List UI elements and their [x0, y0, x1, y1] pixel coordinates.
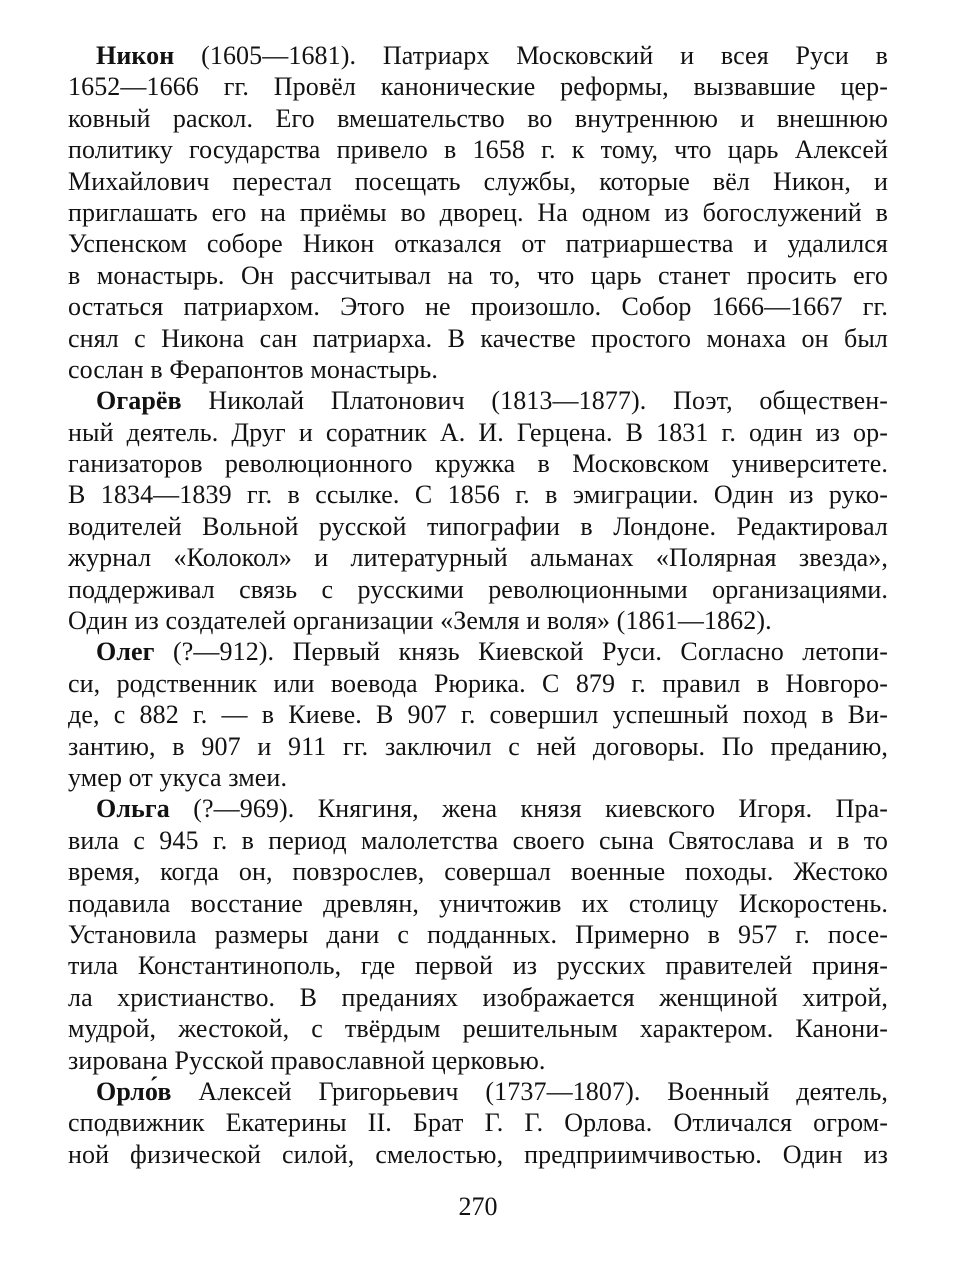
entry-line: умер от укуса змеи.: [68, 762, 288, 792]
entry-line: де, с 882 г. — в Киеве. В 907 г. совершил успешный поход в Ви-: [68, 700, 888, 730]
entry-line: вила с 945 г. в период малолетства своего сына Святослава и в то: [68, 825, 888, 855]
page-number: 270: [458, 1192, 498, 1221]
entry-headword: Ольга: [96, 794, 170, 824]
dictionary-entry: [68, 385, 888, 636]
entry-line: [68, 1076, 888, 1107]
entry-line: сподвижник Екатерины II. Брат Г. Г. Орлова. Отличался огром-: [68, 1108, 888, 1138]
entry-line: журнал «Колокол» и литературный альманах «Полярная звезда»,: [68, 543, 888, 573]
entry-line: Успенском соборе Никон отказался от патриаршества и удалился: [68, 229, 888, 259]
entry-line: [68, 385, 888, 416]
dictionary-entry: [68, 636, 888, 793]
entry-headword: Орло́в: [96, 1076, 172, 1106]
entry-line: зантию, в 907 и 911 гг. заключил с ней договоры. По преданию,: [68, 731, 888, 761]
entry-first-line-text: (?—969). Княгиня, жена князя киевского Игоря. Пра-: [169, 794, 888, 824]
entry-line: в монастырь. Он рассчитывал на то, что царь станет просить его: [68, 260, 888, 290]
entry-line: Один из создателей организации «Земля и воля» (1861—1862).: [68, 606, 772, 636]
entry-line: [68, 40, 888, 71]
dictionary-entry: [68, 1076, 888, 1170]
entry-line: политику государства привело в 1658 г. к тому, что царь Алексей: [68, 135, 888, 165]
entry-line: сослан в Ферапонтов монастырь.: [68, 354, 438, 384]
entry-first-line-text: Николай Платонович (1813—1877). Поэт, обществен-: [181, 386, 888, 416]
entry-headword: Огарёв: [96, 386, 182, 416]
entry-line: подавила восстание древлян, уничтожив их столицу Искоростень.: [68, 888, 888, 918]
entry-line: приглашать его на приёмы во дворец. На одном из богослужений в: [68, 197, 888, 227]
entry-first-line-text: (1605—1681). Патриарх Московский и всея Руси в: [174, 41, 888, 70]
entry-first-line-text: Алексей Григорьевич (1737—1807). Военный деятель,: [171, 1076, 888, 1106]
entry-line: 1652—1666 гг. Провёл канонические реформы, вызвавшие цер-: [68, 72, 888, 102]
entry-line: зирована Русской православной церковью.: [68, 1045, 546, 1075]
entries-container: [68, 40, 888, 1170]
entry-line: В 1834—1839 гг. в ссылке. С 1856 г. в эмиграции. Один из руко-: [68, 480, 888, 510]
entry-line: время, когда он, повзрослев, совершал военные походы. Жестоко: [68, 857, 888, 887]
entry-line: Установила размеры дани с подданных. Примерно в 957 г. посе-: [68, 919, 888, 949]
entry-line: водителей Вольной русской типографии в Лондоне. Редактировал: [68, 511, 888, 541]
dictionary-entry: [68, 40, 888, 385]
entry-line: си, родственник или воевода Рюрика. С 879 г. правил в Новгоро-: [68, 668, 888, 698]
entry-line: ганизаторов революционного кружка в Московском университете.: [68, 449, 888, 479]
entry-line: ковный раскол. Его вмешательство во внутреннюю и внешнюю: [68, 103, 888, 133]
entry-line: мудрой, жестокой, с твёрдым решительным характером. Канони-: [68, 1014, 888, 1044]
entry-line: ла христианство. В преданиях изображается женщиной хитрой,: [68, 982, 888, 1012]
entry-line: [68, 793, 888, 824]
entry-line: ный деятель. Друг и соратник А. И. Герцена. В 1831 г. один из ор-: [68, 417, 888, 447]
entry-headword: Никон: [96, 41, 175, 70]
entry-line: тила Константинополь, где первой из русских правителей приня-: [68, 951, 888, 981]
entry-line: Михайлович перестал посещать службы, которые вёл Никон, и: [68, 166, 888, 196]
dictionary-entry: [68, 793, 888, 1076]
entry-first-line-text: (?—912). Первый князь Киевской Руси. Согласно летопи-: [154, 637, 888, 667]
entry-line: [68, 636, 888, 667]
entry-line: снял с Никона сан патриарха. В качестве простого монаха он был: [68, 323, 888, 353]
entry-line: остаться патриархом. Этого не произошло. Собор 1666—1667 гг.: [68, 292, 888, 322]
entry-line: поддерживал связь с русскими революционными организациями.: [68, 574, 888, 604]
entry-line: ной физической силой, смелостью, предприимчивостью. Один из: [68, 1139, 888, 1169]
entry-headword: Олег: [96, 637, 155, 667]
